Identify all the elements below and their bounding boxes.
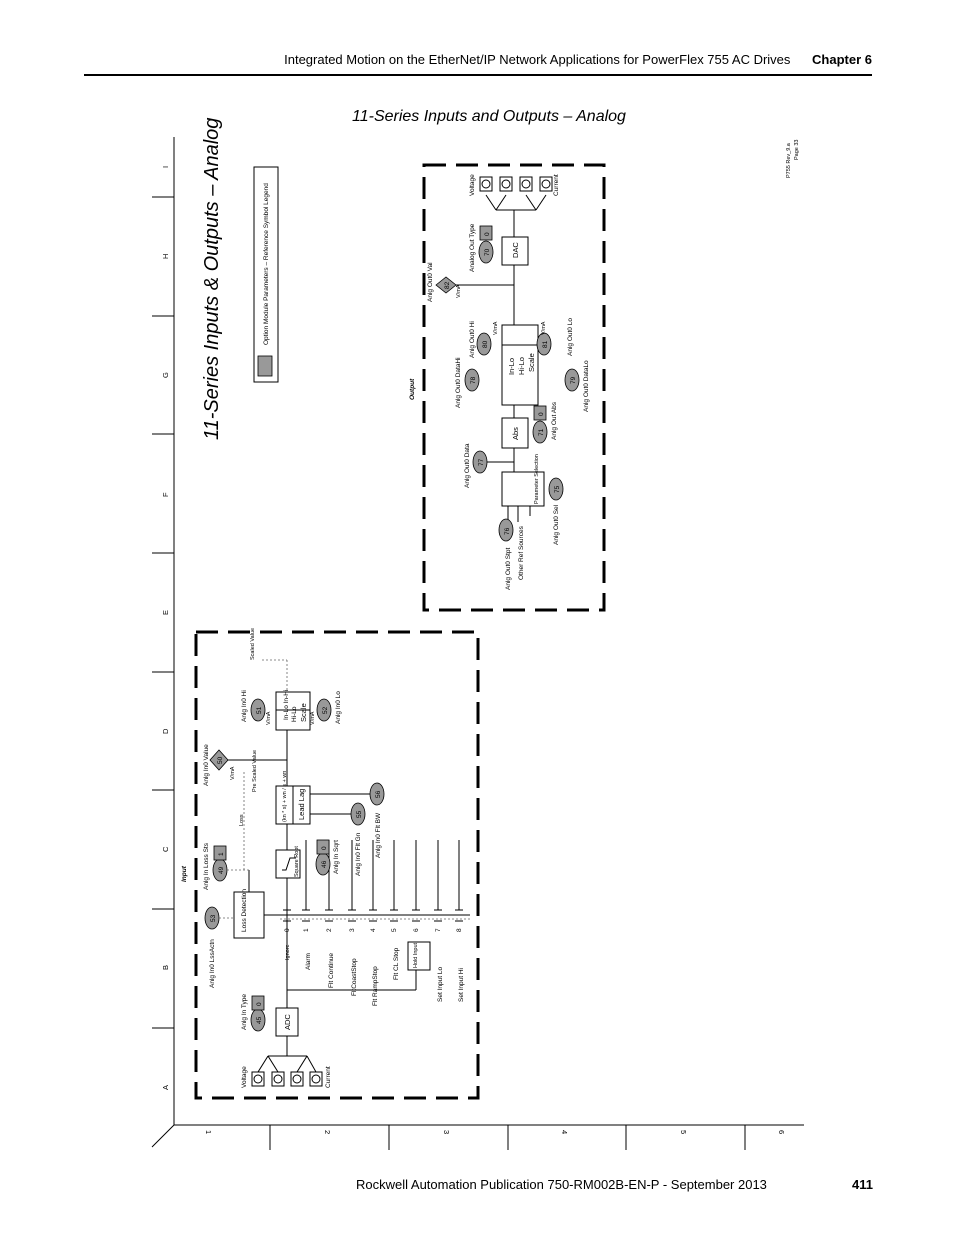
data-lo-label: Anlg Out0 DataLo — [583, 360, 590, 412]
flt-gn-label: Anlg In0 Flt Gn — [355, 832, 362, 876]
loss-sts-num: 49 — [218, 866, 225, 874]
data-hi-label: Anlg Out0 DataHi — [455, 357, 462, 408]
footer-publication: Rockwell Automation Publication 750-RM002B-EN-P - September 2013 — [356, 1177, 767, 1192]
action-number: 1 — [303, 928, 310, 932]
in-hi-unit: V/mA — [266, 711, 272, 725]
lead-lag-label: Lead Lag — [297, 788, 306, 820]
action-label: FltCoastStop — [351, 958, 358, 996]
action-number: 6 — [413, 928, 420, 932]
in-lo-num: 52 — [322, 706, 329, 714]
in-lo-unit: V/mA — [310, 711, 316, 725]
stpt-param-num: 76 — [504, 527, 511, 535]
action-label: Flt Continue — [328, 952, 335, 988]
other-ref-label: Other Ref Sources — [518, 526, 525, 580]
hold-input-label: Hold Input — [413, 942, 419, 968]
out-scale-label: Scale — [527, 353, 536, 372]
out-type-num: 70 — [484, 248, 491, 256]
out-type-label: Analog Out Type — [469, 223, 476, 272]
sqrt-label: Anlg In Sqrt — [333, 840, 340, 874]
action-number: 5 — [391, 928, 398, 932]
out-scale-hi-lo: Hi-Lo — [517, 357, 526, 375]
data-hi-num: 78 — [470, 376, 477, 384]
loss-actn-label: Anlg In0 LssActn — [209, 939, 216, 988]
data-param-num: 77 — [478, 458, 485, 466]
action-label: Alarm — [305, 953, 312, 970]
wire — [486, 195, 496, 210]
action-number: 8 — [456, 928, 463, 932]
sel-param-num: 75 — [554, 485, 561, 493]
out-val-unit: V/mA — [456, 284, 462, 298]
action-label: Flt RampStop — [372, 966, 379, 1006]
hold-input-box — [408, 942, 430, 970]
loss-detection-box — [234, 892, 264, 938]
wire — [307, 1056, 316, 1072]
in-scale-hi-lo: Hi-Lo — [291, 706, 298, 722]
output-terminals — [480, 177, 552, 191]
action-label: Ignore — [285, 944, 291, 960]
legend-text: Option Module Parameters – Reference Symbol Legend — [263, 183, 270, 345]
diagram-title: 11-Series Inputs & Outputs – Analog — [201, 117, 223, 440]
col-ticks — [270, 1125, 745, 1150]
input-label: Input — [181, 866, 188, 882]
out-hi-num: 80 — [482, 340, 489, 348]
abs-param-label: Anlg Out Abs — [551, 402, 558, 440]
action-number: 4 — [370, 928, 377, 932]
col-number: 1 — [204, 1130, 213, 1135]
section-title: 11-Series Inputs and Outputs – Analog — [352, 108, 626, 125]
action-label: Set Input Lo — [437, 966, 444, 1002]
frame-corner — [152, 1125, 174, 1147]
row-letter: H — [161, 253, 170, 259]
abs-param-value: 0 — [538, 412, 545, 416]
in-value-num: 50 — [217, 756, 224, 764]
sel-param-label: Anlg Out0 Sel — [553, 504, 560, 545]
col-number: 6 — [777, 1130, 786, 1135]
revision-label: P755 Rev_9.a — [786, 143, 792, 178]
row-letter: G — [161, 372, 170, 378]
dac-label: DAC — [511, 242, 520, 258]
input-terminals — [252, 1072, 322, 1086]
row-letter: E — [161, 609, 170, 615]
loss-sts-value: 1 — [218, 852, 225, 856]
action-number: 2 — [326, 928, 333, 932]
row-letter: D — [161, 728, 170, 734]
action-number: 7 — [435, 928, 442, 932]
stpt-param-label: Anlg Out0 Stpt — [505, 547, 512, 590]
pre-scaled-label: Pre Scaled Value — [252, 749, 258, 792]
row-letter: B — [161, 964, 170, 970]
out-scale-in-lo: In-Lo — [507, 357, 516, 375]
action-label: Set Input Hi — [458, 968, 465, 1002]
in-lo-label: Anlg In0 Lo — [335, 691, 342, 724]
row-letter: A — [161, 1084, 170, 1090]
loss-sts-label: Anlg In Loss Sts — [203, 843, 210, 890]
wire — [268, 1056, 278, 1072]
abs-param-num: 71 — [538, 428, 545, 436]
wire — [526, 195, 536, 210]
square-root-label: Square Root — [294, 846, 300, 877]
legend-symbol — [258, 356, 272, 376]
col-number: 4 — [560, 1130, 569, 1135]
out-hi-unit: V/mA — [493, 321, 499, 335]
row-letter: F — [161, 492, 170, 497]
action-number: 0 — [284, 928, 291, 932]
data-param-label: Anlg Out0 Data — [464, 443, 471, 488]
output-label: Output — [409, 378, 416, 400]
row-letter: C — [161, 846, 170, 852]
action-label: Flt CL Stop — [393, 947, 400, 980]
page-ref-label: Page 33 — [794, 139, 800, 160]
out-type-value: 0 — [484, 232, 491, 236]
adc-label: ADC — [283, 1014, 292, 1030]
in-voltage-label: Voltage — [241, 1066, 248, 1088]
out-lo-num: 81 — [542, 340, 549, 348]
in-scale-label: Scale — [299, 703, 308, 722]
in-value-label: Anlg In0 Value — [203, 744, 210, 786]
data-lo-num: 79 — [570, 376, 577, 384]
flt-gn-num: 55 — [356, 810, 363, 818]
in-type-num: 45 — [256, 1016, 263, 1024]
in-scale-in: In-Lo In-Hi — [283, 689, 290, 720]
sqrt-num: 46 — [321, 860, 328, 868]
publication-title: Integrated Motion on the EtherNet/IP Network Applications for PowerFlex 755 AC Drives — [284, 52, 791, 67]
flt-bw-num: 56 — [375, 790, 382, 798]
col-number: 2 — [323, 1130, 332, 1135]
wire — [496, 195, 506, 210]
wire — [536, 195, 546, 210]
scaled-value-label: Scaled Value — [250, 627, 256, 660]
abs-label: Abs — [511, 427, 520, 440]
loss-actn-num: 53 — [210, 914, 217, 922]
in-hi-label: Anlg In0 Hi — [241, 690, 248, 722]
in-current-label: Current — [325, 1066, 332, 1088]
sqrt-value: 0 — [321, 846, 328, 850]
flt-bw-label: Anlg In0 Flt BW — [375, 812, 382, 858]
action-labels — [285, 944, 465, 1006]
out-current-label: Current — [553, 174, 560, 196]
col-numbers — [204, 1130, 786, 1134]
col-number: 5 — [679, 1130, 688, 1135]
out-lo-label: Anlg Out0 Lo — [567, 318, 574, 356]
param-selection-label: Parameter Selection — [534, 454, 540, 504]
row-letter: I — [161, 165, 170, 168]
in-value-unit: V/mA — [230, 766, 236, 780]
chapter-label: Chapter 6 — [812, 52, 872, 67]
action-numbers — [284, 928, 463, 932]
out-hi-label: Anlg Out0 Hi — [469, 321, 476, 358]
out-val-label: Anlg Out0 Val — [427, 262, 434, 302]
row-letters — [161, 166, 170, 1090]
loss-text: Loss — [239, 814, 245, 826]
loss-detection-label: Loss Detection — [241, 889, 248, 932]
in-type-label: Anlg In Type — [241, 993, 248, 1030]
wire — [297, 1056, 307, 1072]
out-val-num: 82 — [444, 281, 451, 289]
in-type-value: 0 — [256, 1002, 263, 1006]
out-lo-unit: V/mA — [541, 321, 547, 335]
lead-lag-formula: (kn * s) + wn / s + wn — [282, 770, 288, 822]
out-voltage-label: Voltage — [469, 174, 476, 196]
in-hi-num: 51 — [256, 706, 263, 714]
action-number: 3 — [349, 928, 356, 932]
col-number: 3 — [442, 1130, 451, 1135]
page-number: 411 — [852, 1177, 873, 1192]
wire — [258, 1056, 268, 1072]
